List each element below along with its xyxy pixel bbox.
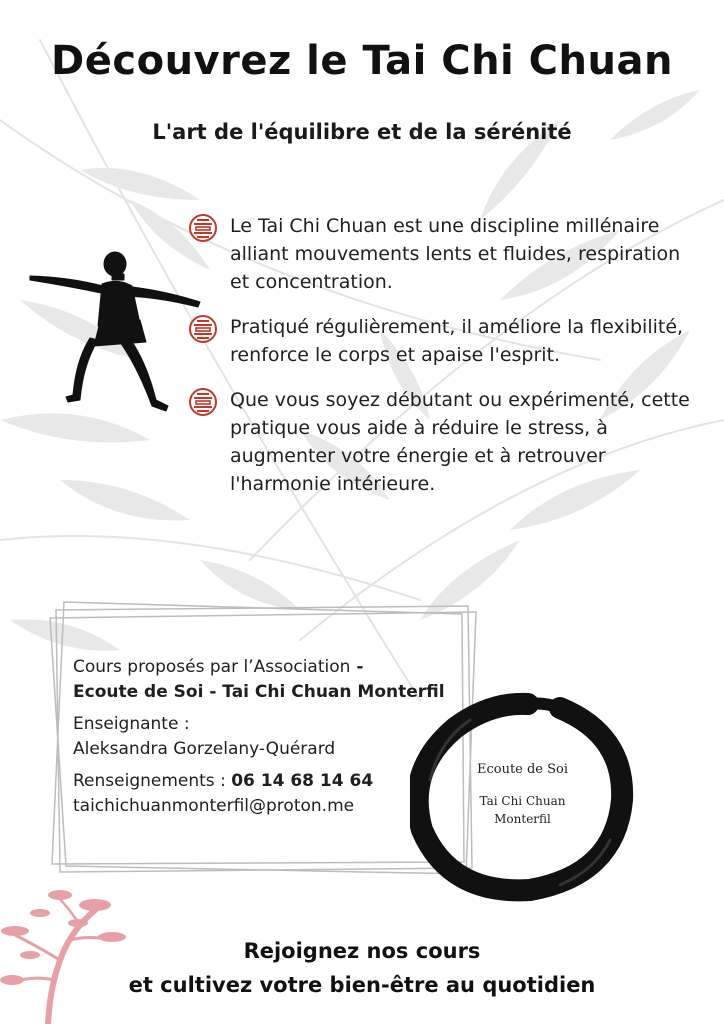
email-address[interactable]: taichichuanmonterfil@proton.me — [73, 796, 355, 816]
logo-text-taichi: Tai Chi Chuan — [479, 794, 566, 808]
footer-line-2: et cultivez votre bien-être au quotidien — [128, 973, 596, 997]
offered-by-line — [73, 655, 473, 680]
benefit-text: Que vous soyez débutant ou expérimenté, cette pratique vous aide à réduire le stress, à augmenter votre énergie et à retrouver l'harmonie intérieure. — [230, 389, 690, 495]
chinese-seal-icon — [188, 213, 218, 243]
page-subtitle: L'art de l'équilibre et de la sérénité — [152, 120, 572, 144]
benefit-text: Pratiqué régulièrement, il améliore la flexibilité, renforce le corps et apaise l'esprit. — [230, 316, 684, 366]
logo-text-monterfil: Monterfil — [494, 812, 551, 826]
call-to-action — [0, 934, 724, 1002]
offered-by-dash: - — [350, 657, 364, 677]
offered-by-label: Cours proposés par l’Association — [73, 657, 351, 677]
association-logo — [410, 690, 635, 902]
list-item — [188, 212, 698, 296]
contact-label: Renseignements : — [73, 771, 232, 791]
chinese-seal-icon — [188, 314, 218, 344]
benefit-text: Le Tai Chi Chuan est une discipline millénaire alliant mouvements lents et fluides, respiration et concentration. — [230, 215, 681, 293]
list-item — [188, 386, 698, 498]
phone-number[interactable]: 06 14 68 14 64 — [231, 771, 374, 791]
chinese-seal-icon — [188, 387, 218, 417]
tai-chi-silhouette-icon — [28, 250, 208, 420]
association-name: Ecoute de Soi - Tai Chi Chuan Monterfil — [73, 682, 445, 702]
list-item — [188, 313, 698, 369]
teacher-label: Enseignante : — [73, 714, 190, 734]
footer-line-1: Rejoignez nos cours — [243, 939, 481, 963]
benefits-list — [188, 212, 698, 515]
logo-text-ecoute: Ecoute de Soi — [476, 762, 569, 777]
teacher-name: Aleksandra Gorzelany-Quérard — [73, 739, 336, 759]
page-title: Découvrez le Tai Chi Chuan — [51, 38, 673, 84]
